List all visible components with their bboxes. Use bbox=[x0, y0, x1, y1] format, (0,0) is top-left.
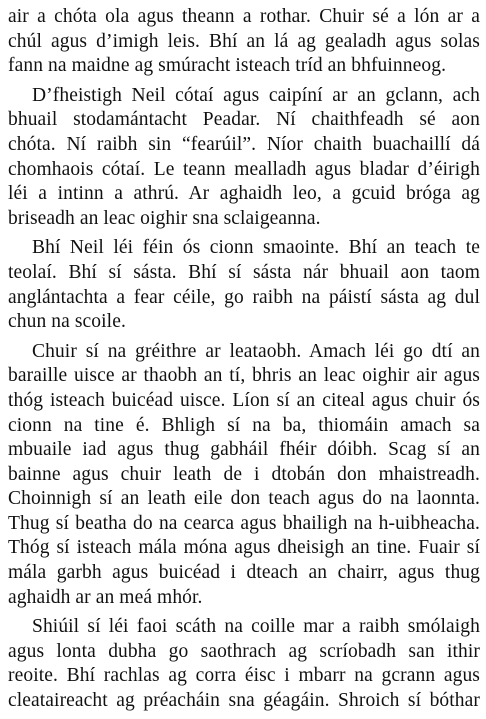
text-line: baraille uisce ar thaobh an tí, bhris an leac oighir air agus bbox=[8, 365, 480, 387]
text-line: mála garbh agus buicéad i dteach an chairr, agus thug bbox=[8, 562, 480, 584]
text-line: fann na maidne ag smúracht isteach tríd an bhfuinneog. bbox=[8, 55, 447, 77]
text-line: Thóg sí isteach mála móna agus dheisigh an tine. Fuair sí bbox=[8, 537, 480, 559]
text-line: Bhí Neil léi féin ós cionn smaointe. Bhí an teach te bbox=[32, 237, 480, 259]
paragraph-5 bbox=[8, 615, 480, 713]
text-line: bainne agus chuir leath de i dtobán don mhaistreadh. bbox=[8, 463, 480, 485]
text-line: bhuail stodamántacht Peadar. Ní chaithfeadh sé aon bbox=[8, 109, 480, 131]
text-line: cionn na tine é. Bhligh sí na ba, thiomáin amach sa bbox=[8, 414, 480, 436]
text-line: agus lonta dubha go saothrach ag scríobadh san ithir bbox=[8, 640, 480, 662]
text-line: chúl agus d’imigh leis. Bhí an lá ag gealadh agus solas bbox=[8, 30, 480, 52]
body-text bbox=[8, 5, 480, 719]
text-line: air a chóta ola agus theann a rothar. Chuir sé a lón ar a bbox=[8, 6, 480, 27]
text-line: Choinnigh sí an leath eile don teach agus do na laonnta. bbox=[8, 488, 480, 510]
text-line: chomhaois cótaí. Le teann mealladh agus bladar d’éirigh bbox=[8, 158, 480, 180]
text-line: Shiúil sí léi faoi scáth na coille mar a raibh smólaigh bbox=[32, 616, 480, 638]
paragraph-1 bbox=[8, 5, 480, 79]
text-line: chóta. Ní raibh sin “fearúil”. Níor chaith buachaillí dá bbox=[8, 133, 480, 155]
text-line: Chuir sí na gréithre ar leataobh. Amach léi go dtí an bbox=[32, 340, 480, 362]
text-line: mbuaile iad agus thug gabháil fhéir dóibh. Scag sí an bbox=[8, 439, 480, 461]
paragraph-4 bbox=[8, 340, 480, 611]
text-line: D’fheistigh Neil cótaí agus caipíní ar an gclann, ach bbox=[32, 84, 480, 106]
text-line: Thug sí beatha do na cearca agus bhailigh na h-uibheacha. bbox=[8, 512, 480, 534]
text-line: chun na scoile. bbox=[8, 311, 126, 333]
paragraph-3 bbox=[8, 236, 480, 334]
text-line: reoite. Bhí rachlas ag corra éisc i mbarr na gcrann agus bbox=[8, 665, 480, 687]
text-line: thóg isteach buicéad uisce. Líon sí an citeal agus chuir ós bbox=[8, 389, 480, 411]
text-line: léi a intinn a athrú. Ar aghaidh leo, a gcuid bróga ag bbox=[8, 183, 480, 205]
text-line: aghaidh ar an meá mhór. bbox=[8, 586, 203, 608]
text-line: cleataireacht ag préacháin sna géagáin. Shroich sí bóthar bbox=[8, 690, 480, 712]
paragraph-2 bbox=[8, 84, 480, 232]
text-line: teolaí. Bhí sí sásta. Bhí sí sásta nár bhuail aon taom bbox=[8, 261, 480, 283]
text-line: briseadh an leac oighir sna sclaigeanna. bbox=[8, 207, 321, 229]
text-line: anglántachta a fear céile, go raibh na páistí sásta ag dul bbox=[8, 286, 480, 308]
